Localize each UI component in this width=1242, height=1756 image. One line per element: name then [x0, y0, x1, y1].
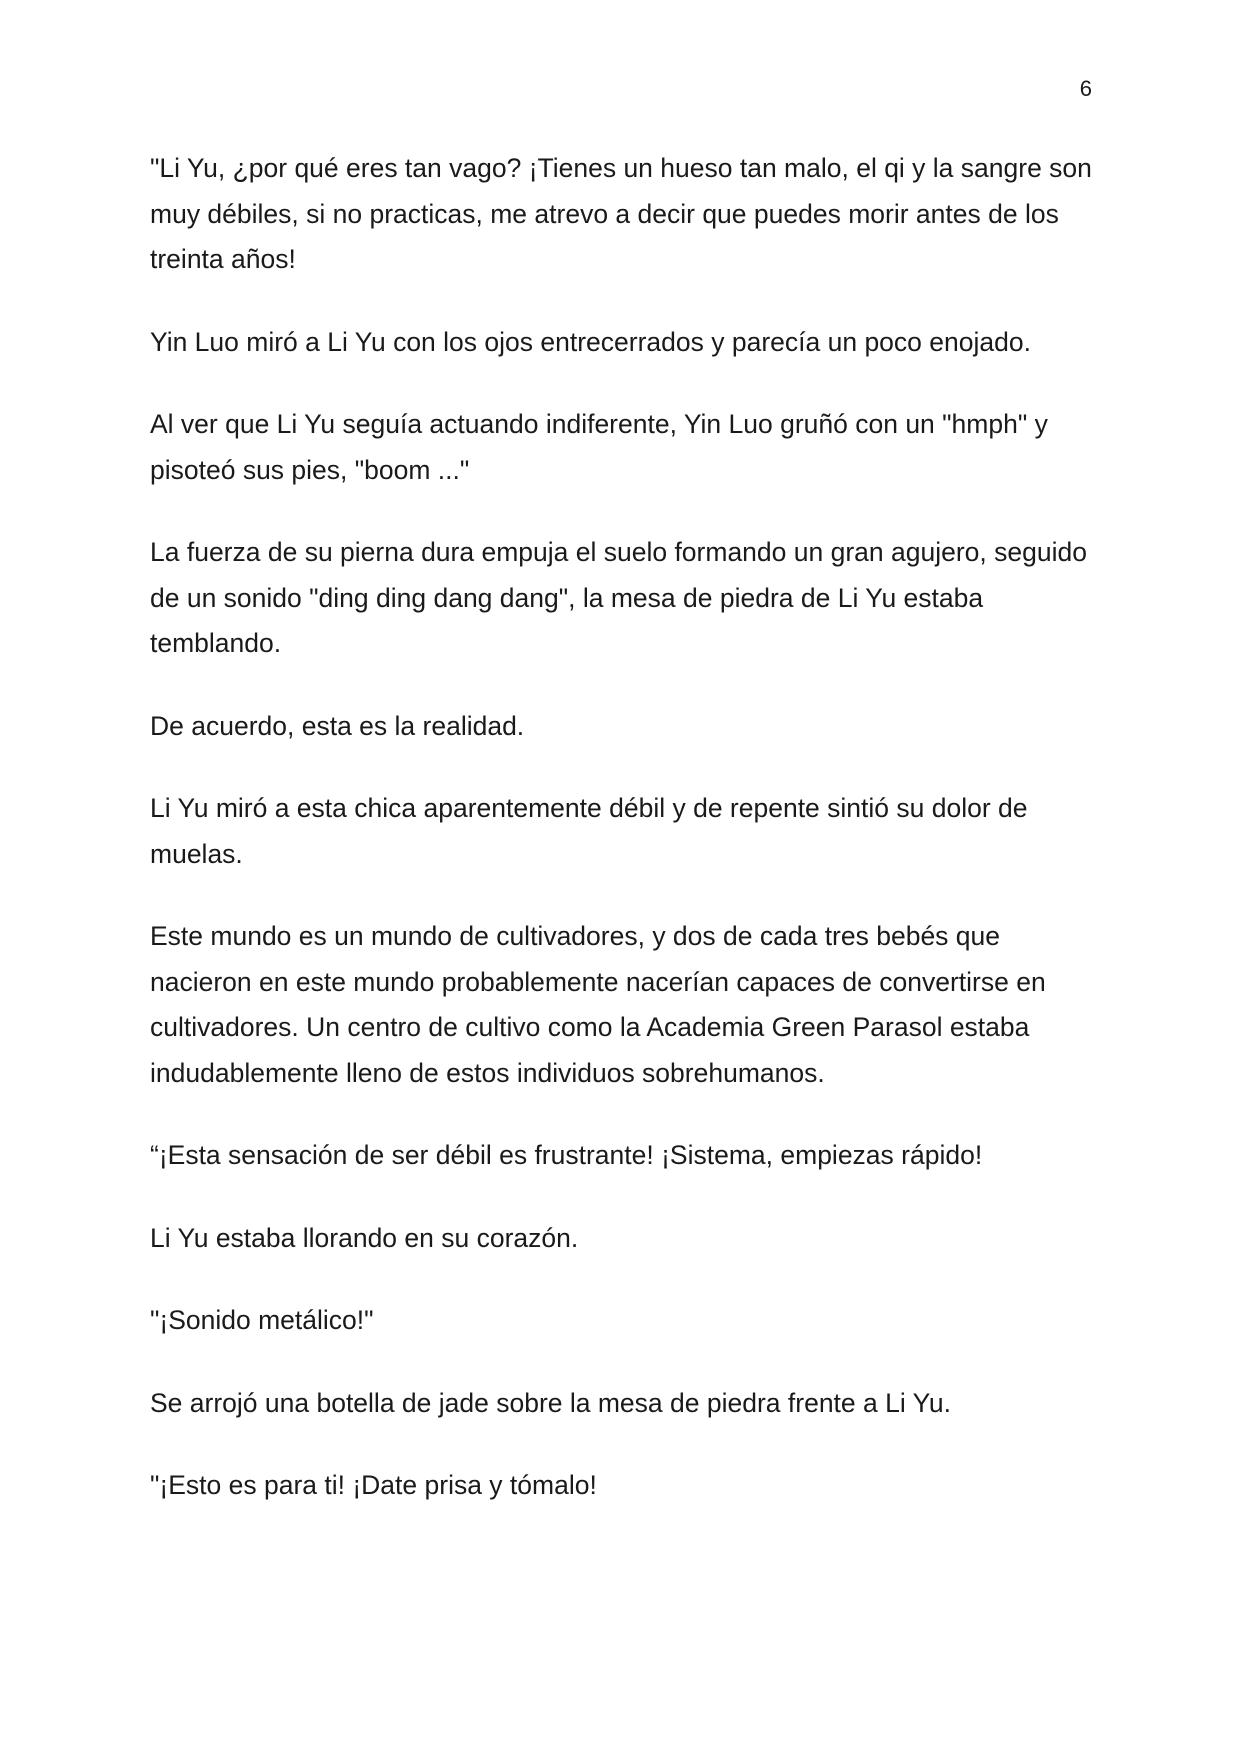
paragraph: La fuerza de su pierna dura empuja el suelo formando un gran agujero, seguido de un sonido "ding ding dang dang", la mesa de piedra de Li Yu estaba temblando. — [150, 537, 1087, 658]
paragraph: “¡Esta sensación de ser débil es frustrante! ¡Sistema, empiezas rápido! — [150, 1140, 983, 1170]
page-body — [150, 146, 1100, 1546]
paragraph: "¡Sonido metálico!" — [150, 1305, 374, 1335]
paragraph: Este mundo es un mundo de cultivadores, y dos de cada tres bebés que nacieron en este mundo probablemente nacerían capaces de convertirse en cultivadores. Un centro de cultivo como la Academia Green Parasol estaba indudablemente lleno de estos individuos sobrehumanos. — [150, 921, 1046, 1088]
paragraph: Yin Luo miró a Li Yu con los ojos entrecerrados y parecía un poco enojado. — [150, 326, 1031, 357]
paragraph: Li Yu miró a esta chica aparentemente débil y de repente sintió su dolor de muelas. — [150, 793, 1028, 869]
paragraph: Li Yu estaba llorando en su corazón. — [150, 1222, 579, 1253]
paragraph: "Li Yu, ¿por qué eres tan vago? ¡Tienes un hueso tan malo, el qi y la sangre son muy débiles, si no practicas, me atrevo a decir que puedes morir antes de los treinta años! — [150, 153, 1092, 274]
paragraph: Se arrojó una botella de jade sobre la mesa de piedra frente a Li Yu. — [150, 1387, 951, 1418]
paragraph: Al ver que Li Yu seguía actuando indiferente, Yin Luo gruñó con un "hmph" y pisoteó sus pies, "boom ..." — [150, 409, 1048, 485]
paragraph: "¡Esto es para ti! ¡Date prisa y tómalo! — [150, 1470, 597, 1500]
paragraph: De acuerdo, esta es la realidad. — [150, 710, 525, 741]
page-number: 6 — [1079, 76, 1092, 101]
